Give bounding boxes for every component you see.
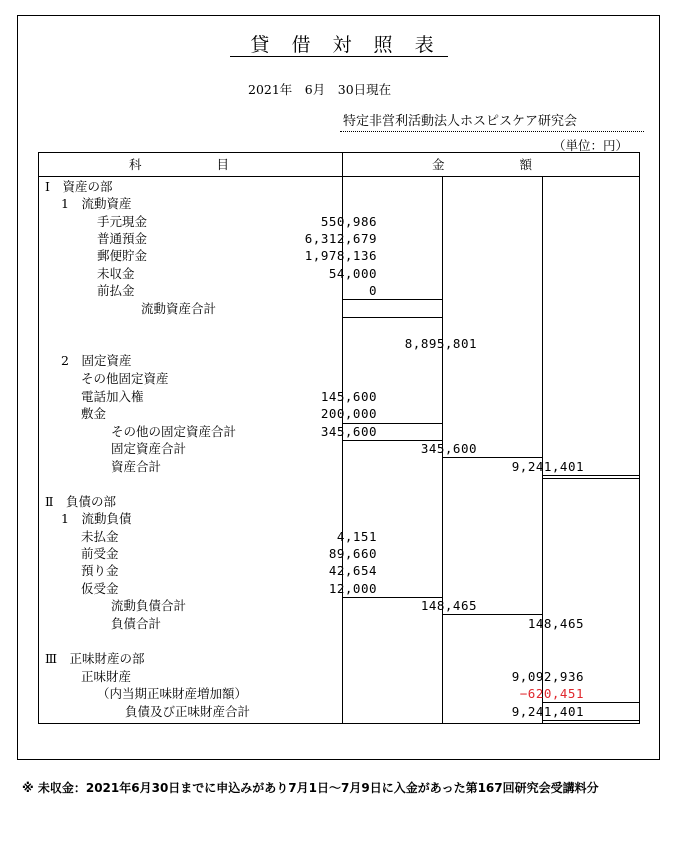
grand-total: 9,241,401 [511, 704, 584, 719]
subtotal-line [442, 614, 542, 615]
fixed-asset-label: 電話加入権 [81, 389, 144, 404]
header-divider [39, 176, 639, 177]
title-underline [230, 56, 448, 57]
asset-amount: 550,986 [320, 214, 377, 229]
liabilities-total-label: 負債合計 [111, 616, 162, 631]
net-assets-section: Ⅲ 正味財産の部 [45, 651, 145, 666]
organization-name: 特定非営利活動法人ホスピスケア研究会 [343, 114, 578, 129]
grand-total-label: 負債及び正味財産合計 [125, 704, 251, 719]
other-fixed-total-label: その他の固定資産合計 [111, 424, 237, 439]
asset-label: 手元現金 [97, 214, 148, 229]
fixed-assets-total-label: 固定資産合計 [111, 441, 187, 456]
other-fixed-assets-heading: その他固定資産 [81, 371, 169, 386]
liabilities-total: 148,465 [527, 616, 584, 631]
assets-section: Ⅰ 資産の部 [45, 179, 113, 194]
asset-label: 未収金 [97, 266, 135, 281]
total-double-line [542, 478, 639, 479]
balance-sheet-table [38, 152, 640, 724]
fixed-asset-amount: 145,600 [320, 389, 377, 404]
unit-label: （単位：円） [553, 138, 629, 153]
liability-amount: 12,000 [328, 581, 377, 596]
current-liabilities-total-label: 流動負債合計 [111, 598, 187, 613]
liability-label: 仮受金 [81, 581, 119, 596]
column-divider-2 [542, 176, 543, 723]
assets-total: 9,241,401 [511, 459, 584, 474]
fixed-asset-label: 敷金 [81, 406, 107, 421]
net-assets-increase-label: （内当期正味財産増加額） [97, 686, 248, 701]
fixed-assets-heading: 2 固定資産 [61, 353, 132, 368]
liabilities-section: Ⅱ 負債の部 [45, 494, 116, 509]
organization-underline [340, 131, 644, 132]
liability-amount: 42,654 [328, 563, 377, 578]
liability-amount: 89,660 [328, 546, 377, 561]
subtotal-line [342, 299, 442, 300]
current-assets-heading: 1 流動資産 [61, 196, 132, 211]
page-title: 貸 借 対 照 表 [250, 34, 442, 56]
net-assets-amount: 9,092,936 [511, 669, 584, 684]
net-assets-increase: −620,451 [519, 686, 584, 701]
subtotal-line [542, 702, 639, 703]
liability-amount: 4,151 [336, 529, 377, 544]
total-line [542, 720, 639, 721]
asset-label: 普通預金 [97, 231, 148, 246]
asset-amount: 1,978,136 [304, 248, 377, 263]
liability-label: 預り金 [81, 563, 119, 578]
current-liabilities-total: 148,465 [420, 598, 477, 613]
report-date: 2021年 6月 30日現在 [248, 82, 392, 97]
fixed-assets-total: 345,600 [420, 441, 477, 456]
current-liabilities-heading: 1 流動負債 [61, 511, 132, 526]
subtotal-line [442, 457, 542, 458]
asset-amount: 6,312,679 [304, 231, 377, 246]
current-assets-total-label: 流動資産合計 [141, 301, 217, 316]
net-assets-label: 正味財産 [81, 669, 132, 684]
asset-amount: 54,000 [328, 266, 377, 281]
footnote: ※ 未収金：2021年6月30日までに申込みがあり7月1日～7月9日に入金があった第167回研究会受講料分 [22, 781, 599, 795]
header-subject: 科 目 [129, 157, 230, 172]
asset-label: 前払金 [97, 283, 135, 298]
fixed-asset-amount: 200,000 [320, 406, 377, 421]
subtotal-line [342, 317, 442, 318]
other-fixed-total: 345,600 [320, 424, 377, 439]
liability-label: 前受金 [81, 546, 119, 561]
asset-amount: 0 [368, 283, 377, 298]
current-assets-total: 8,895,801 [404, 336, 477, 351]
assets-total-label: 資産合計 [111, 459, 162, 474]
asset-label: 郵便貯金 [97, 248, 148, 263]
total-line [542, 475, 639, 476]
header-amount: 金 額 [432, 157, 533, 172]
liability-label: 未払金 [81, 529, 119, 544]
